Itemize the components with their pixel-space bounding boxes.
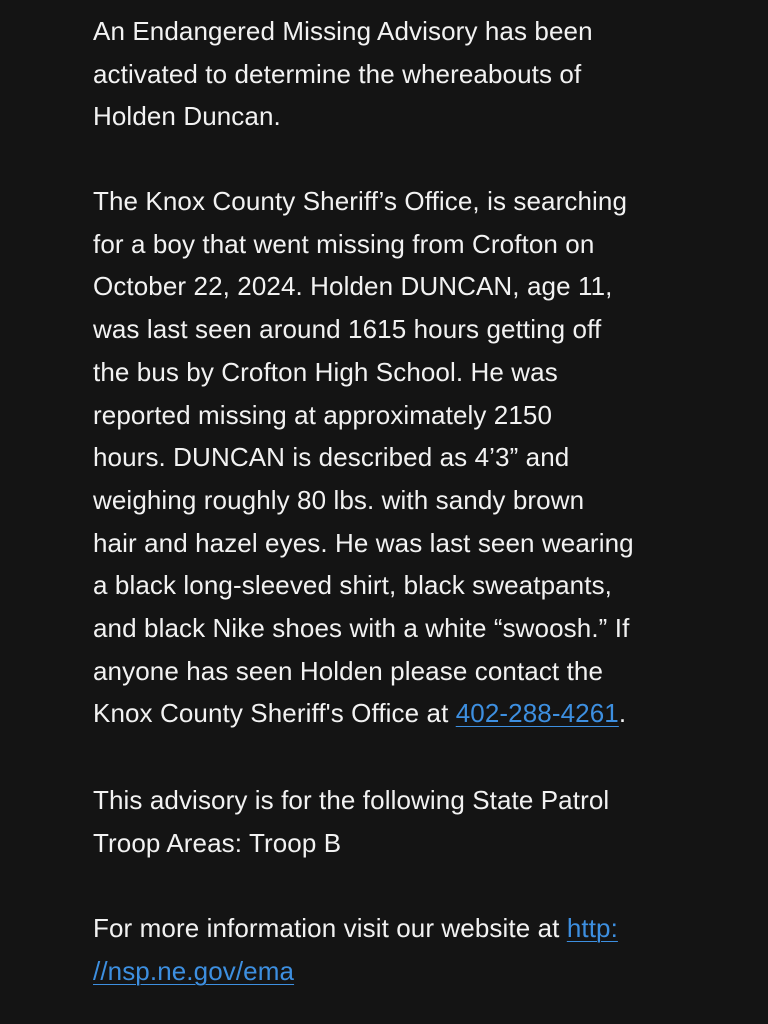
advisory-intro <box>93 10 693 138</box>
text-line: a black long-sleeved shirt, black sweatpants, <box>93 570 612 601</box>
text-line: activated to determine the whereabouts of <box>93 58 582 89</box>
text-line: The Knox County Sheriff’s Office, is searching <box>93 186 628 216</box>
website-link[interactable]: http: <box>566 913 618 943</box>
advisory-details <box>93 180 693 735</box>
text-line: the bus by Crofton High School. He was <box>93 356 558 387</box>
text-line: anyone has seen Holden please contact the <box>93 655 604 686</box>
text-line: Knox County Sheriff's Office at <box>93 698 456 729</box>
text-line: and black Nike shoes with a white “swoosh.” If <box>93 613 630 644</box>
more-info <box>93 907 693 992</box>
text-line: This advisory is for the following State Patrol <box>93 785 610 815</box>
text-line: For more information visit our website at <box>93 913 567 943</box>
troop-areas <box>93 779 693 864</box>
text-line: hours. DUNCAN is described as 4’3” and <box>93 442 570 473</box>
website-link-continued[interactable]: //nsp.ne.gov/ema <box>93 955 295 986</box>
text-line: was last seen around 1615 hours getting off <box>93 314 602 345</box>
text-line: weighing roughly 80 lbs. with sandy brown <box>93 484 585 515</box>
text-line: Holden Duncan. <box>93 101 281 132</box>
text-line: An Endangered Missing Advisory has been <box>93 16 593 46</box>
text-line: October 22, 2024. Holden DUNCAN, age 11, <box>93 271 613 302</box>
text-line: for a boy that went missing from Crofton on <box>93 228 595 259</box>
text-line: reported missing at approximately 2150 <box>93 399 553 430</box>
text-line: hair and hazel eyes. He was last seen wearing <box>93 527 634 558</box>
text-line: Troop Areas: Troop B <box>93 827 342 858</box>
text-line: . <box>618 698 627 729</box>
phone-link[interactable]: 402-288-4261 <box>455 698 619 729</box>
